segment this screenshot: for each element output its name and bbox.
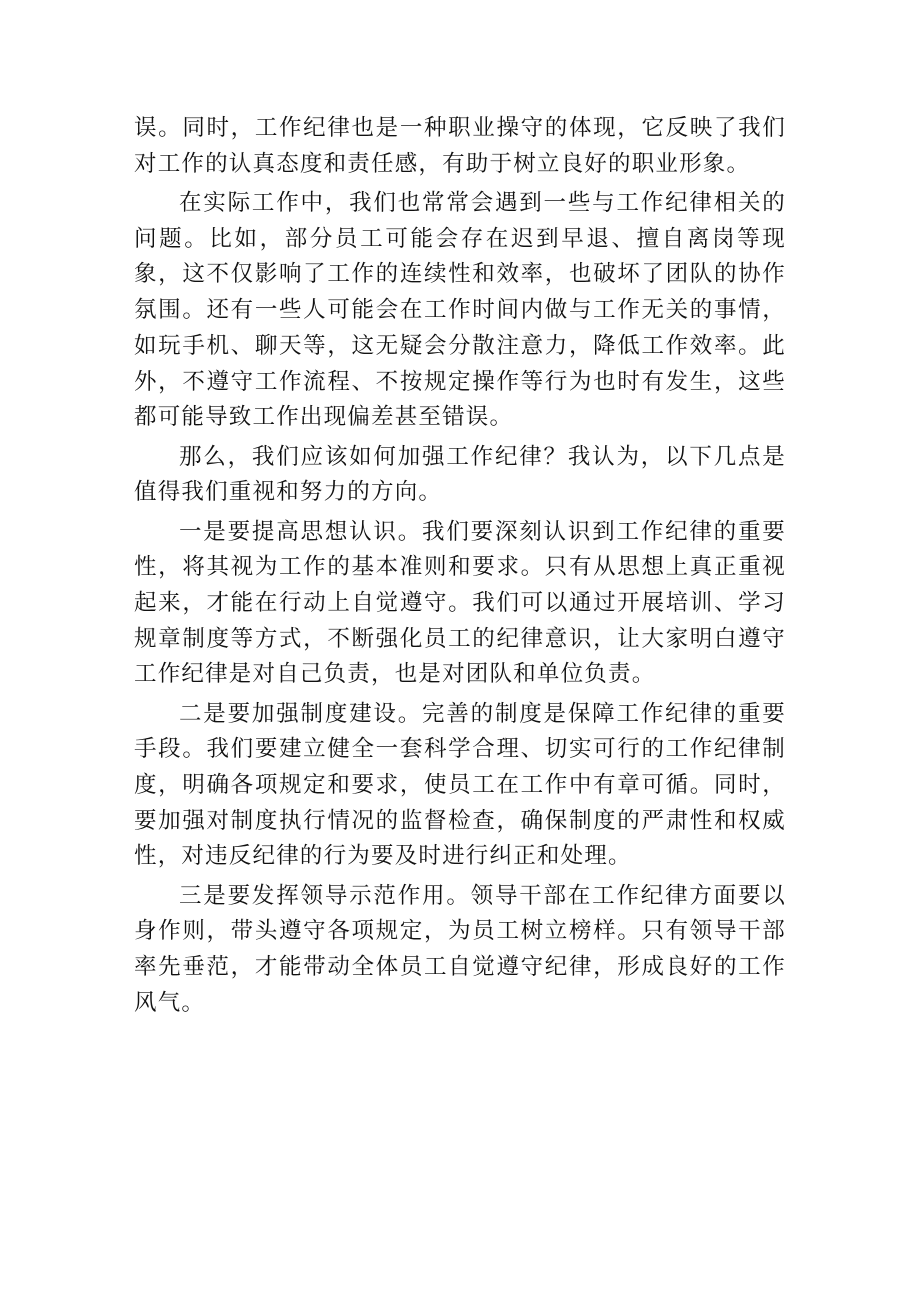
paragraph-continuation: 误。同时，工作纪律也是一种职业操守的体现，它反映了我们对工作的认真态度和责任感，有助于树立良好的职业形象。	[134, 115, 786, 177]
document-body	[134, 111, 786, 1025]
paragraph-point-three: 三是要发挥领导示范作用。领导干部在工作纪律方面要以身作则，带头遵守各项规定，为员工树立榜样。只有领导干部率先垂范，才能带动全体员工自觉遵守纪律，形成良好的工作风气。	[134, 882, 786, 1016]
paragraph-point-two: 二是要加强制度建设。完善的制度是保障工作纪律的重要手段。我们要建立健全一套科学合理、切实可行的工作纪律制度，明确各项规定和要求，使员工在工作中有章可循。同时，要加强对制度执行情况的监督检查，确保制度的严肃性和权威性，对违反纪律的行为要及时进行纠正和处理。	[134, 700, 786, 870]
paragraph-point-one: 一是要提高思想认识。我们要深刻认识到工作纪律的重要性，将其视为工作的基本准则和要求。只有从思想上真正重视起来，才能在行动上自觉遵守。我们可以通过开展培训、学习规章制度等方式，不断强化员工的纪律意识，让大家明白遵守工作纪律是对自己负责，也是对团队和单位负责。	[134, 518, 786, 688]
paragraph-common-problems: 在实际工作中，我们也常常会遇到一些与工作纪律相关的问题。比如，部分员工可能会存在迟到早退、擅自离岗等现象，这不仅影响了工作的连续性和效率，也破坏了团队的协作氛围。还有一些人可能会在工作时间内做与工作无关的事情，如玩手机、聊天等，这无疑会分散注意力，降低工作效率。此外，不遵守工作流程、不按规定操作等行为也时有发生，这些都可能导致工作出现偏差甚至错误。	[134, 190, 786, 431]
paragraph-how-to-strengthen: 那么，我们应该如何加强工作纪律？我认为，以下几点是值得我们重视和努力的方向。	[134, 443, 786, 506]
